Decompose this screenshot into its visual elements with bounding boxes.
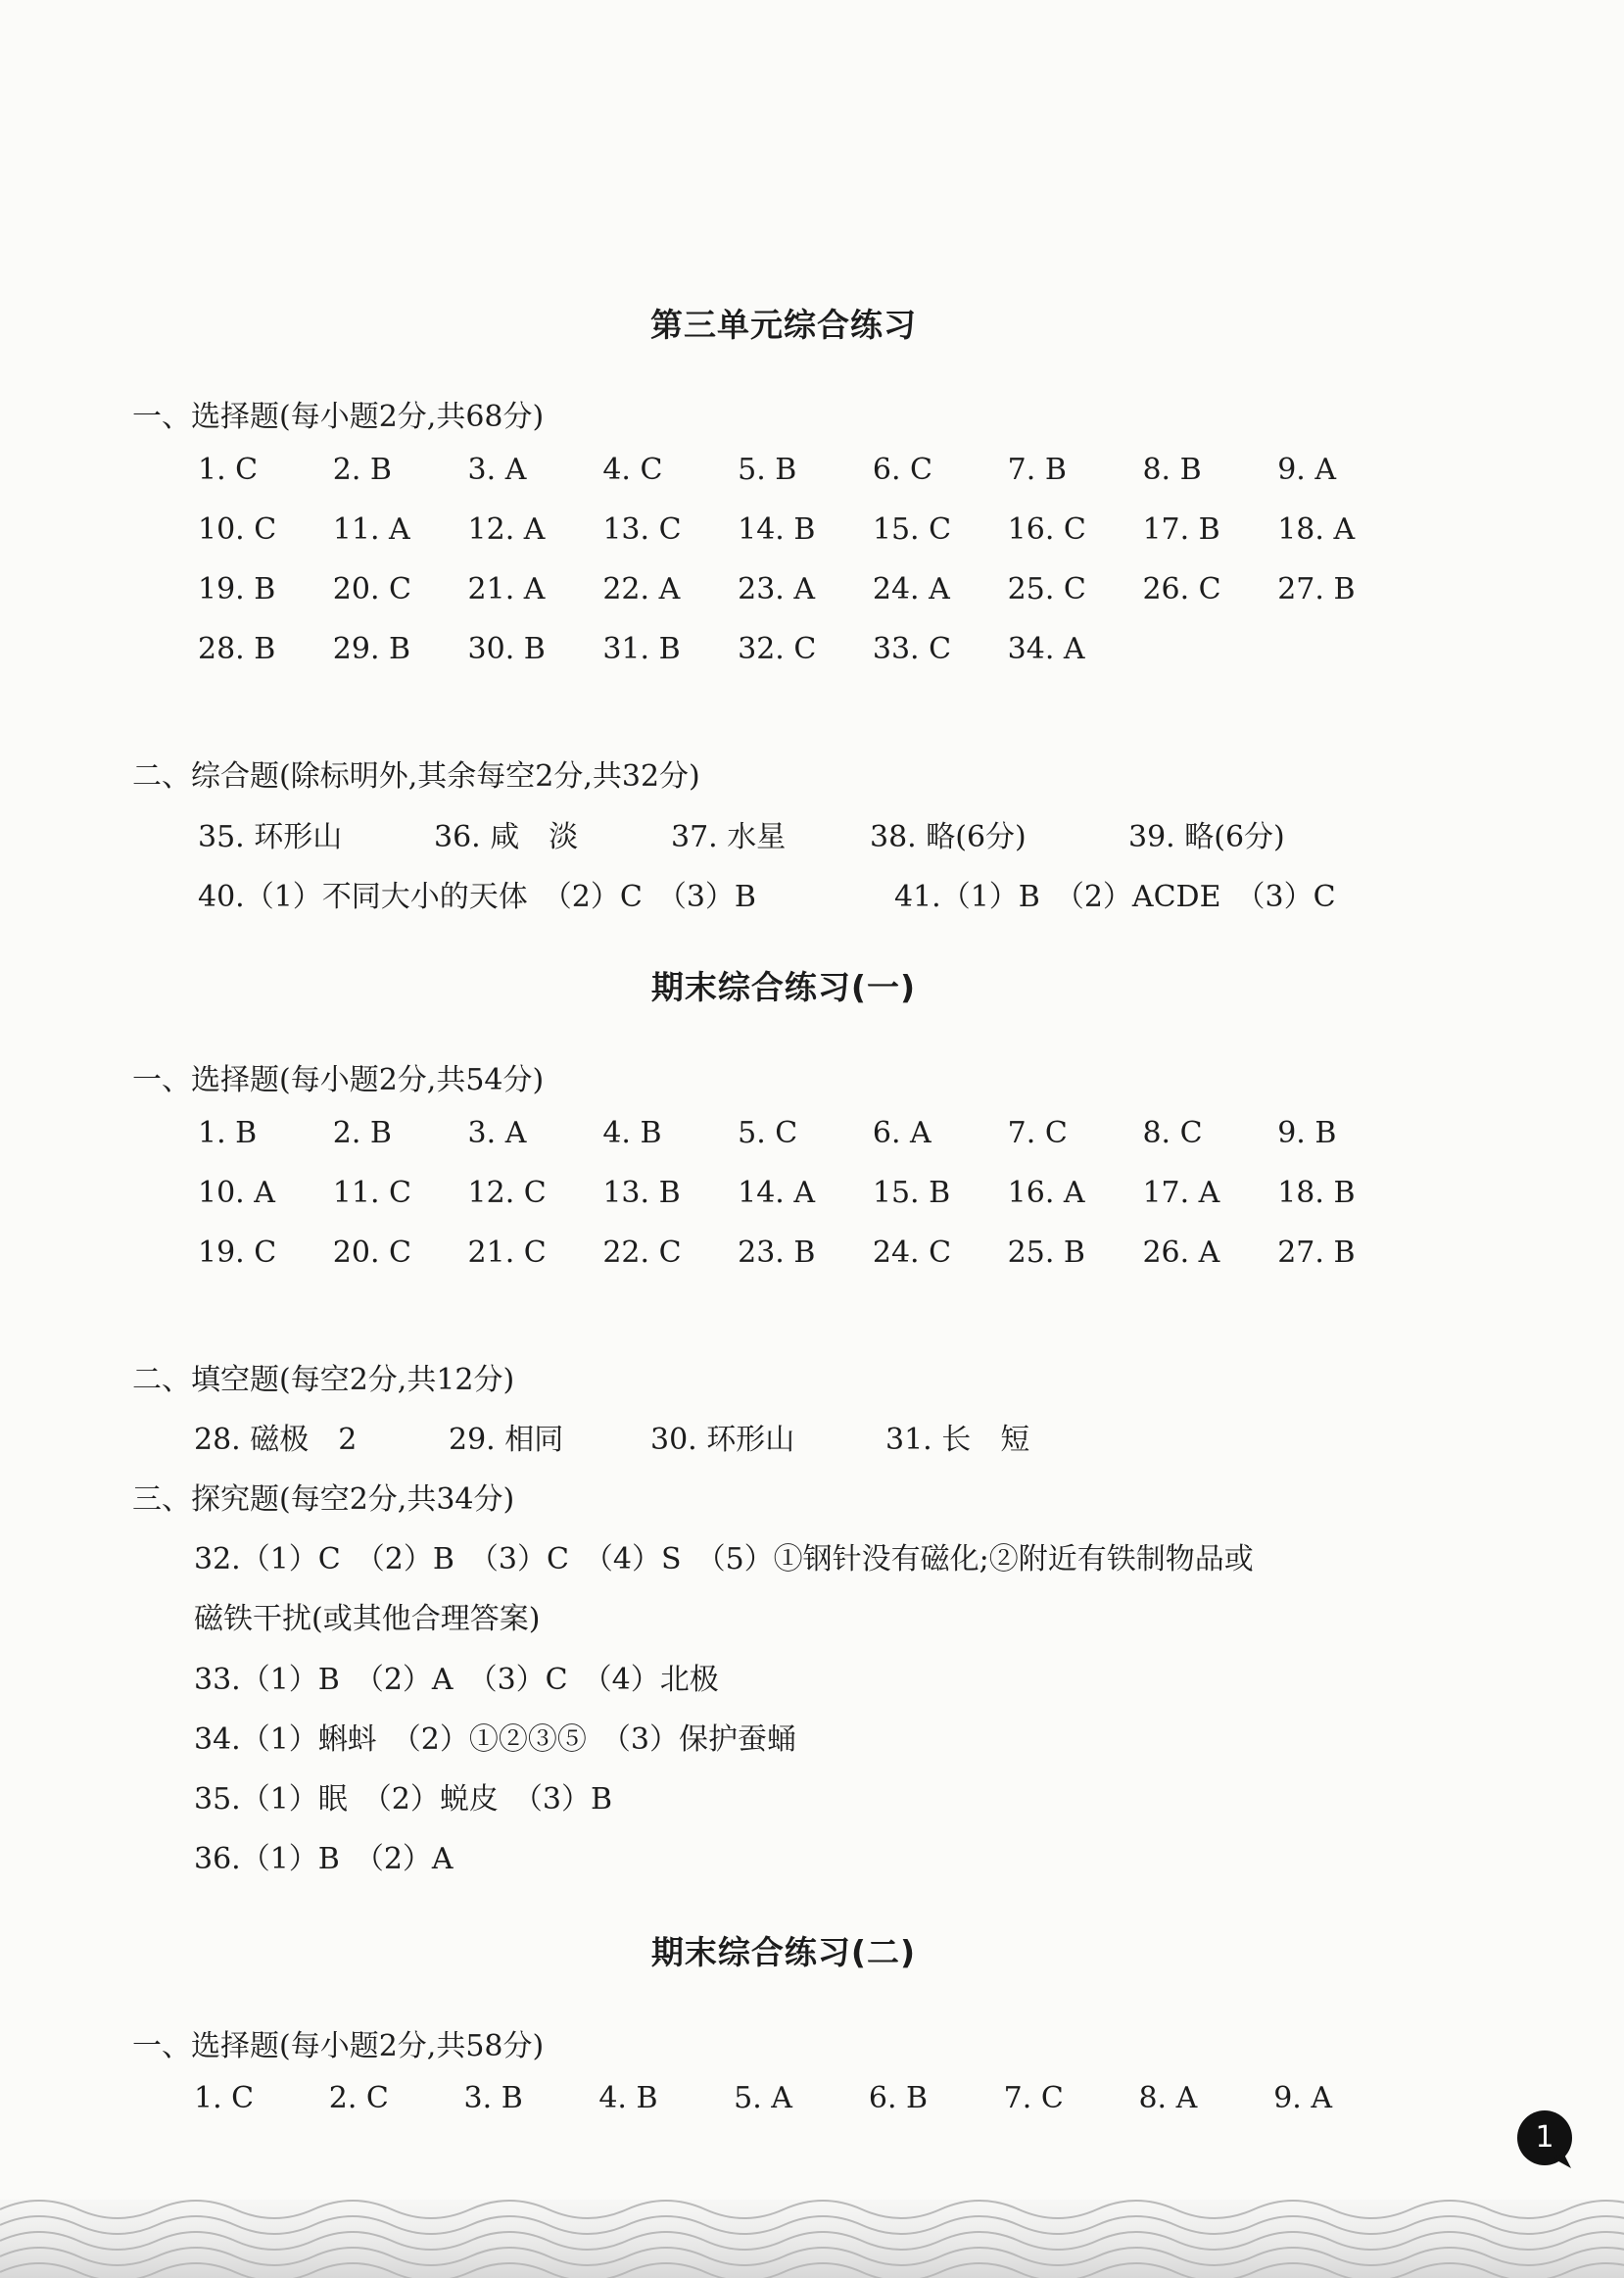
answer-item: 10. C: [198, 512, 277, 547]
answer-item: 6. C: [872, 453, 932, 487]
answer-item: 11. A: [332, 512, 410, 547]
answer-item: 8. B: [1142, 453, 1202, 487]
answer-item: 13. C: [602, 512, 682, 547]
unit3-choice-answers: [198, 453, 1412, 692]
answer-item: 24. C: [872, 1236, 952, 1270]
answer-line: 34.（1）蝌蚪 （2）①②③⑤ （3）保护蚕蛹: [194, 1722, 796, 1757]
answer-line: 33.（1）B （2）A （3）C （4）北极: [194, 1663, 719, 1697]
final2-sec1-label: 一、选择题(每小题2分,共58分): [132, 2029, 545, 2063]
answer-item: 12. C: [467, 1176, 547, 1210]
answer-line: 30. 环形山: [650, 1423, 795, 1457]
answer-item: 9. A: [1273, 2081, 1333, 2115]
answer-item: 11. C: [332, 1176, 411, 1210]
answer-item: 9. B: [1277, 1116, 1337, 1150]
answer-line: 35. 环形山: [198, 820, 343, 854]
answer-item: 8. A: [1138, 2081, 1198, 2115]
answer-item: 19. B: [198, 572, 276, 606]
answer-line: 36.（1）B （2）A: [194, 1842, 454, 1876]
answer-item: 28. B: [198, 632, 276, 666]
answer-item: 18. B: [1277, 1176, 1356, 1210]
answer-item: 13. B: [602, 1176, 681, 1210]
answer-item: 30. B: [467, 632, 546, 666]
answer-item: 14. B: [738, 512, 816, 547]
answer-line: 31. 长 短: [885, 1423, 1030, 1457]
answer-item: 25. B: [1007, 1236, 1085, 1270]
answer-item: 23. A: [738, 572, 816, 606]
answer-item: 29. B: [332, 632, 411, 666]
answer-item: 17. B: [1142, 512, 1220, 547]
answer-item: 3. A: [467, 1116, 527, 1150]
answer-line: 40.（1）不同大小的天体 （2）C （3）B: [198, 880, 756, 914]
answer-line: 38. 略(6分): [870, 820, 1027, 854]
final1-sec3-label: 三、探究题(每空2分,共34分): [132, 1482, 515, 1517]
final2-choice-answers: [194, 2081, 1409, 2141]
final1-sec2-label: 二、填空题(每空2分,共12分): [132, 1363, 515, 1397]
answer-item: 19. C: [198, 1236, 277, 1270]
answer-item: 16. A: [1007, 1176, 1085, 1210]
final1-choice-answers: [198, 1116, 1412, 1295]
answer-line: 41.（1）B （2）ACDE （3）C: [894, 880, 1336, 914]
answer-item: 5. A: [734, 2081, 792, 2115]
answer-item: 6. A: [872, 1116, 931, 1150]
answer-item: 34. A: [1007, 632, 1085, 666]
answer-item: 14. A: [738, 1176, 816, 1210]
answer-item: 20. C: [332, 572, 411, 606]
answer-item: 7. B: [1007, 453, 1067, 487]
answer-item: 27. B: [1277, 1236, 1356, 1270]
answer-item: 22. C: [602, 1236, 682, 1270]
answer-item: 15. B: [872, 1176, 951, 1210]
answer-item: 23. B: [738, 1236, 816, 1270]
answer-line: 35.（1）眠 （2）蜕皮 （3）B: [194, 1782, 613, 1817]
answer-item: 32. C: [738, 632, 817, 666]
answer-line: 29. 相同: [449, 1423, 564, 1457]
answer-item: 26. A: [1142, 1236, 1220, 1270]
answer-item: 22. A: [602, 572, 681, 606]
answer-item: 12. A: [467, 512, 546, 547]
answer-item: 25. C: [1007, 572, 1086, 606]
answer-item: 24. A: [872, 572, 950, 606]
final1-sec1-label: 一、选择题(每小题2分,共54分): [132, 1063, 545, 1097]
answer-item: 4. B: [598, 2081, 658, 2115]
answer-item: 3. A: [467, 453, 527, 487]
answer-line: 28. 磁极 2: [194, 1423, 358, 1457]
unit3-sec2-label: 二、综合题(除标明外,其余每空2分,共32分): [132, 759, 700, 794]
answer-line: 37. 水星: [671, 820, 787, 854]
final2-title: 期末综合练习(二): [650, 1933, 917, 1971]
answer-item: 2. B: [332, 1116, 392, 1150]
answer-item: 3. B: [463, 2081, 523, 2115]
answer-item: 17. A: [1142, 1176, 1220, 1210]
answer-item: 33. C: [872, 632, 952, 666]
answer-item: 31. B: [602, 632, 681, 666]
answer-item: 2. B: [332, 453, 392, 487]
answer-line: 39. 略(6分): [1128, 820, 1285, 854]
unit3-sec1-label: 一、选择题(每小题2分,共68分): [132, 400, 545, 434]
footer-wave-decoration: [0, 2170, 1624, 2278]
unit3-title: 第三单元综合练习: [650, 306, 917, 344]
answer-line: 32.（1）C （2）B （3）C （4）S （5）①钢针没有磁化;②附近有铁制物品或: [194, 1542, 1254, 1576]
page-number: 1: [1535, 2120, 1554, 2155]
final1-title: 期末综合练习(一): [650, 968, 917, 1006]
answer-item: 16. C: [1007, 512, 1086, 547]
answer-item: 5. B: [738, 453, 797, 487]
answer-item: 9. A: [1277, 453, 1337, 487]
answer-item: 26. C: [1142, 572, 1221, 606]
answer-item: 8. C: [1142, 1116, 1203, 1150]
answer-item: 4. C: [602, 453, 663, 487]
answer-item: 18. A: [1277, 512, 1356, 547]
answer-item: 21. C: [467, 1236, 547, 1270]
answer-item: 7. C: [1007, 1116, 1068, 1150]
answer-item: 1. C: [198, 453, 259, 487]
answer-item: 7. C: [1003, 2081, 1064, 2115]
answer-item: 6. B: [868, 2081, 929, 2115]
answer-line: 磁铁干扰(或其他合理答案): [194, 1602, 541, 1636]
answer-item: 1. B: [198, 1116, 258, 1150]
answer-item: 20. C: [332, 1236, 411, 1270]
answer-item: 21. A: [467, 572, 546, 606]
answer-item: 15. C: [872, 512, 952, 547]
answer-item: 5. C: [738, 1116, 798, 1150]
answer-item: 10. A: [198, 1176, 275, 1210]
answer-line: 36. 咸 淡: [434, 820, 579, 854]
answer-item: 2. C: [328, 2081, 389, 2115]
answer-item: 27. B: [1277, 572, 1356, 606]
answer-item: 4. B: [602, 1116, 662, 1150]
answer-item: 1. C: [194, 2081, 255, 2115]
